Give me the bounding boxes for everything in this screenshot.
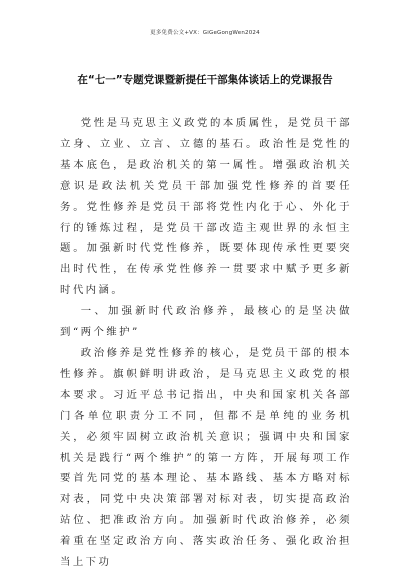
document-title: 在“七一”专题党课暨新提任干部集体谈话上的党课报告 [77, 74, 333, 86]
header-note: 更多免费公文+VX：GiGeGongWen2024 [150, 30, 260, 36]
section-heading-1: 一、加强新时代政治修养，最核心的是坚决做到“两个维护” [60, 305, 352, 339]
paragraph-political-cultivation: 政治修养是党性修养的核心，是党员干部的根本性修养。旗帜鲜明讲政治，是马克思主义政党的根本要求。习近平总书记指出，中央和国家机关各部门各单位职责分工不同，但都不是单纯的业务机关，必须牢固树立政治机关意识；强调中央和国家机关是践行“两个维护”的第一方阵，开展每项工作要首先同党的基本理论、基本路线、基本方略对标对表，同党中央决策部署对标对表，切实提高政治站位、把准政治方向。加强新时代政治修养，必须着重在坚定政治方向、落实政治任务、强化政治担当上下功 [60, 346, 352, 569]
paragraph-intro: 党性是马克思主义政党的本质属性，是党员干部立身、立业、立言、立德的基石。政治性是党性的基本底色，是政治机关的第一属性。增强政治机关意识是政法机关党员干部加强党性修养的首要任务。党性修养是党员干部将党性内化于心、外化于行的锤炼过程，是党员干部改造主观世界的永恒主题。加强新时代党性修养，既要体现传承性更要突出时代性，在传承党性修养一贯要求中赋予更多新时代内涵。 [60, 117, 352, 297]
document-body [60, 113, 352, 573]
